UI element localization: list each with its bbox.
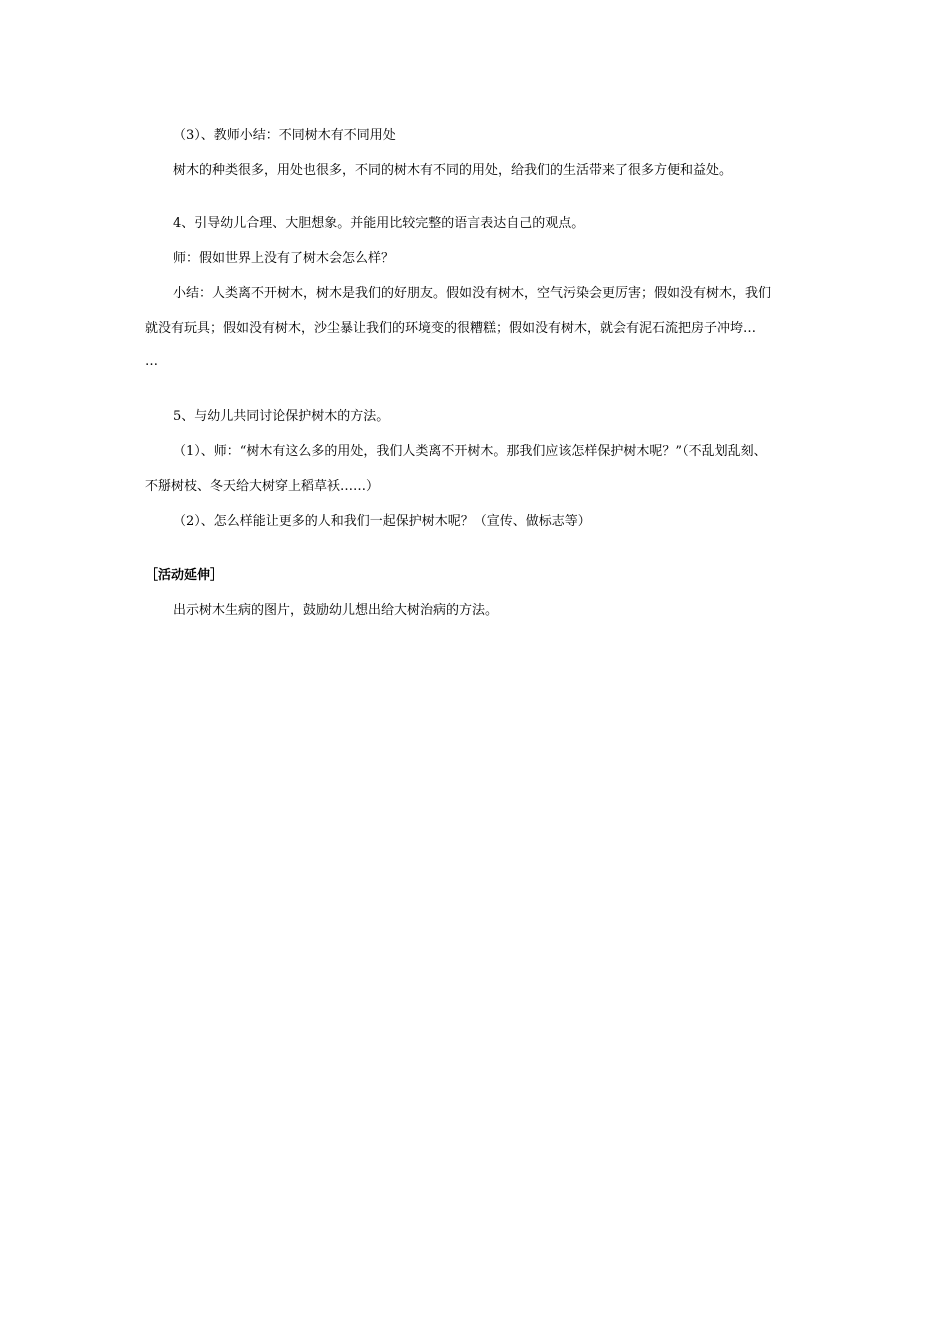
section4-summary-line1: 小结：人类离不开树木，树木是我们的好朋友。假如没有树木，空气污染会更厉害；假如没有树木，我们 bbox=[173, 286, 772, 301]
extension-heading: ［活动延伸］ bbox=[145, 568, 224, 583]
section4-summary-line3: … bbox=[145, 354, 158, 369]
section5-item2: （2）、怎么样能让更多的人和我们一起保护树木呢？（宣传、做标志等） bbox=[173, 514, 591, 529]
section5-item1-line2: 不掰树枝、冬天给大树穿上稻草袄……） bbox=[145, 479, 380, 494]
section5-title: 5、与幼儿共同讨论保护树木的方法。 bbox=[173, 409, 390, 424]
section3-title: （3）、教师小结：不同树木有不同用处 bbox=[173, 128, 396, 143]
section4-title: 4、引导幼儿合理、大胆想象。并能用比较完整的语言表达自己的观点。 bbox=[173, 216, 585, 231]
section4-teacher-question: 师：假如世界上没有了树木会怎么样？ bbox=[173, 251, 395, 266]
section5-item1-line1: （1）、师：“树木有这么多的用处，我们人类离不开树木。那我们应该怎样保护树木呢？”（不乱划乱刻、 bbox=[173, 444, 767, 459]
section4-summary-line2: 就没有玩具；假如没有树木，沙尘暴让我们的环境变的很糟糕；假如没有树木，就会有泥石流把房子冲垮… bbox=[145, 321, 757, 336]
section3-summary: 树木的种类很多，用处也很多，不同的树木有不同的用处，给我们的生活带来了很多方便和益处。 bbox=[173, 163, 733, 178]
extension-text: 出示树木生病的图片，鼓励幼儿想出给大树治病的方法。 bbox=[173, 603, 499, 618]
